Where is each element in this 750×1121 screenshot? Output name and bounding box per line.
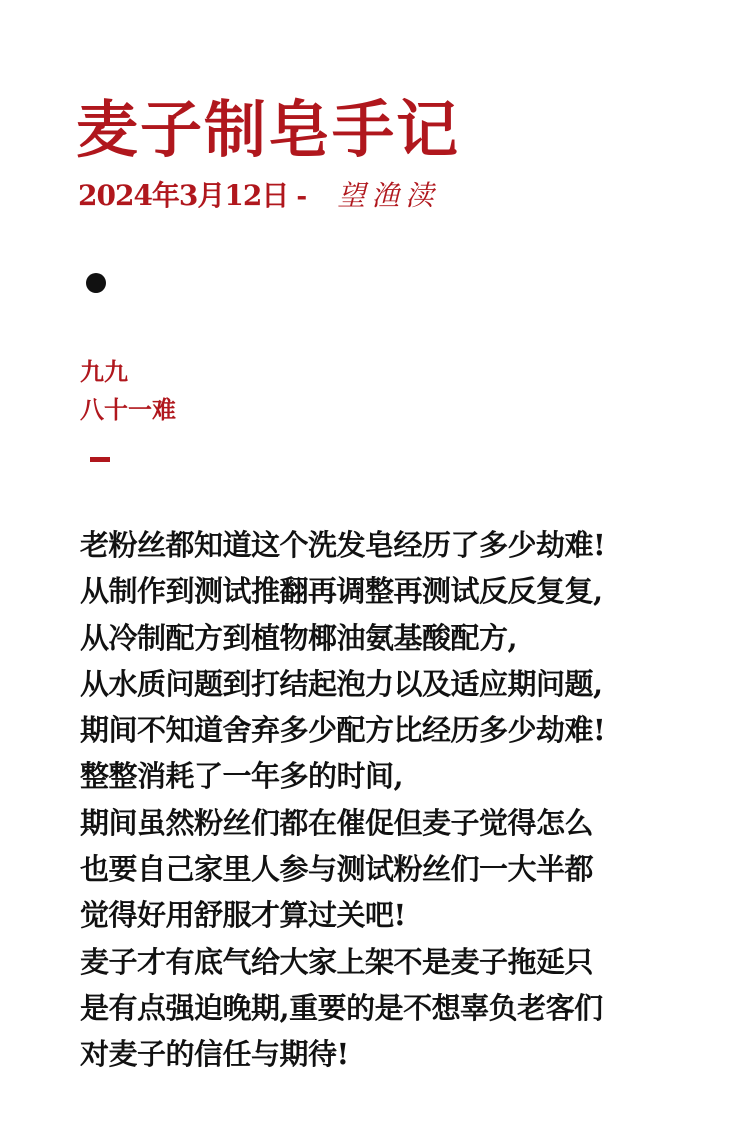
page-title: 麦子制皂手记 [76,93,461,166]
date-author-line [78,176,439,216]
body-line: 老粉丝都知道这个洗发皂经历了多少劫难! [80,528,606,562]
body-line: 对麦子的信任与期待! [80,1037,349,1072]
bullet-dot [86,273,106,293]
body-line: 从制作到测试推翻再调整再测试反反复复, [80,574,603,609]
body-line: 麦子才有底气给大家上架不是麦子拖延只 [80,944,594,979]
subheading-line-1: 九九 [80,357,128,386]
body-line: 是有点强迫晚期,重要的是不想辜负老客们 [80,990,603,1025]
body-line: 期间不知道舍弃多少配方比经历多少劫难! [80,713,606,748]
date-separator: - [296,182,308,212]
body-line: 从水质问题到打结起泡力以及适应期问题, [80,666,603,701]
publish-date: 2024年3月12日 [78,179,289,212]
section-divider-dash [90,457,110,462]
body-line: 整整消耗了一年多的时间, [80,759,404,794]
body-line: 觉得好用舒服才算过关吧! [80,898,406,933]
body-line: 从冷制配方到植物椰油氨基酸配方, [80,620,518,655]
author-signature: 望渔渎 [337,179,440,212]
body-paragraph [80,522,700,1078]
body-line: 期间虽然粉丝们都在催促但麦子觉得怎么 [80,805,594,840]
subheading-line-2: 八十一难 [80,395,176,424]
body-line: 也要自己家里人参与测试粉丝们一大半都 [80,852,594,887]
